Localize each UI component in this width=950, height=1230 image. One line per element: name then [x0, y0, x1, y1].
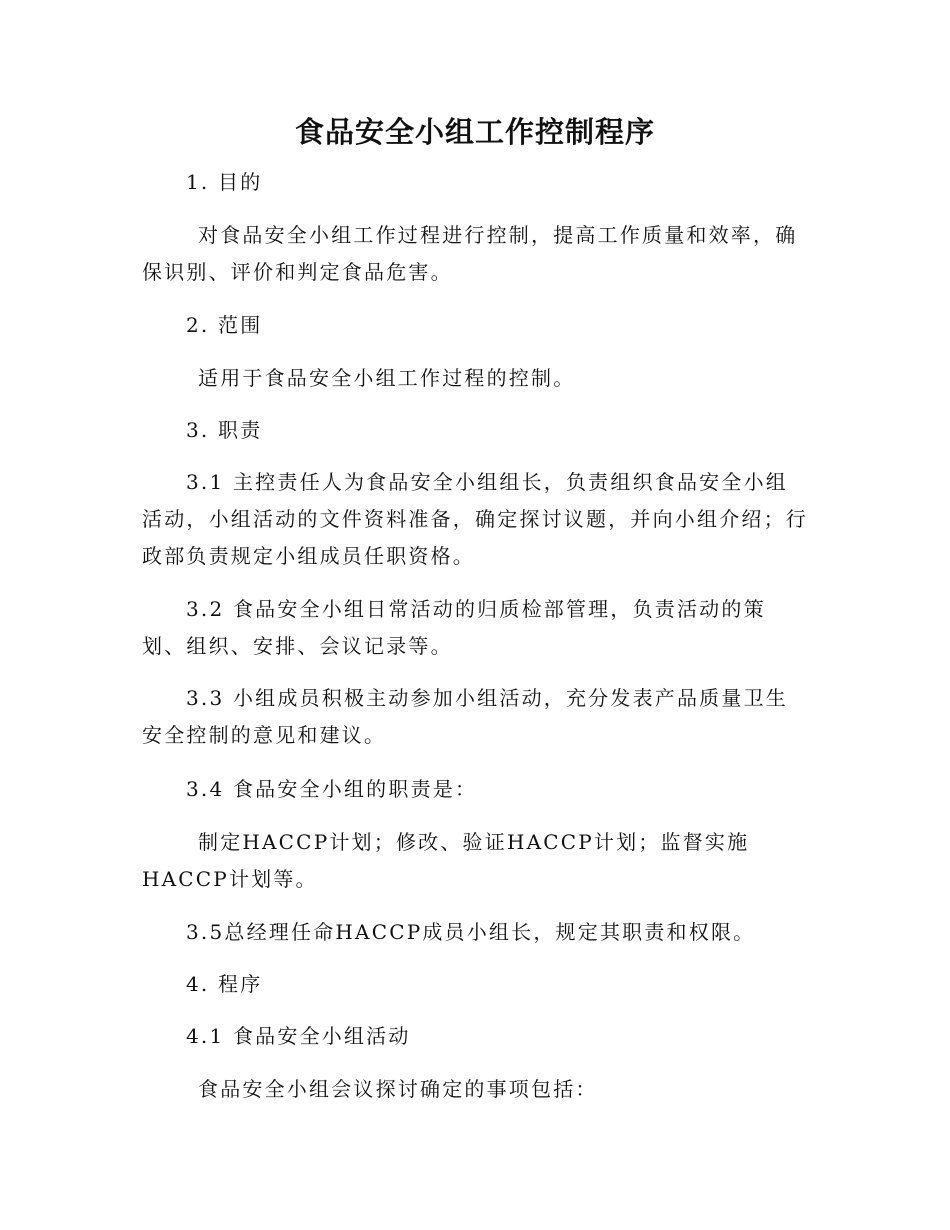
paragraph-3-2: 3.2 食品安全小组日常活动的归质检部管理，负责活动的策划、组织、安排、会议记录等。 — [142, 597, 766, 658]
section-heading-procedure: 4. 程序 — [186, 972, 263, 996]
section-heading-scope: 2. 范围 — [186, 313, 263, 337]
paragraph-scope-body: 适用于食品安全小组工作过程的控制。 — [198, 366, 576, 390]
paragraph-purpose-body: 对食品安全小组工作过程进行控制，提高工作质量和效率，确保识别、评价和判定食品危害。 — [142, 223, 798, 284]
paragraph-3-4: 3.4 食品安全小组的职责是： — [186, 777, 478, 801]
paragraph-4-1-body: 食品安全小组会议探讨确定的事项包括： — [198, 1077, 598, 1101]
document-title: 食品安全小组工作控制程序 — [294, 115, 655, 149]
section-heading-responsibilities: 3. 职责 — [186, 418, 263, 442]
paragraph-4-1: 4.1 食品安全小组活动 — [186, 1024, 411, 1048]
paragraph-3-4-body: 制定HACCP计划；修改、验证HACCP计划；监督实施HACCP计划等。 — [142, 830, 750, 891]
paragraph-3-3: 3.3 小组成员积极主动参加小组活动，充分发表产品质量卫生安全控制的意见和建议。 — [142, 686, 788, 747]
paragraph-3-1: 3.1 主控责任人为食品安全小组组长，负责组织食品安全小组活动，小组活动的文件资料准备，确定探讨议题，并向小组介绍；行政部负责规定小组成员任职资格。 — [142, 470, 808, 568]
section-heading-purpose: 1. 目的 — [186, 170, 263, 194]
paragraph-3-5: 3.5总经理任命HACCP成员小组长，规定其职责和权限。 — [186, 920, 756, 944]
